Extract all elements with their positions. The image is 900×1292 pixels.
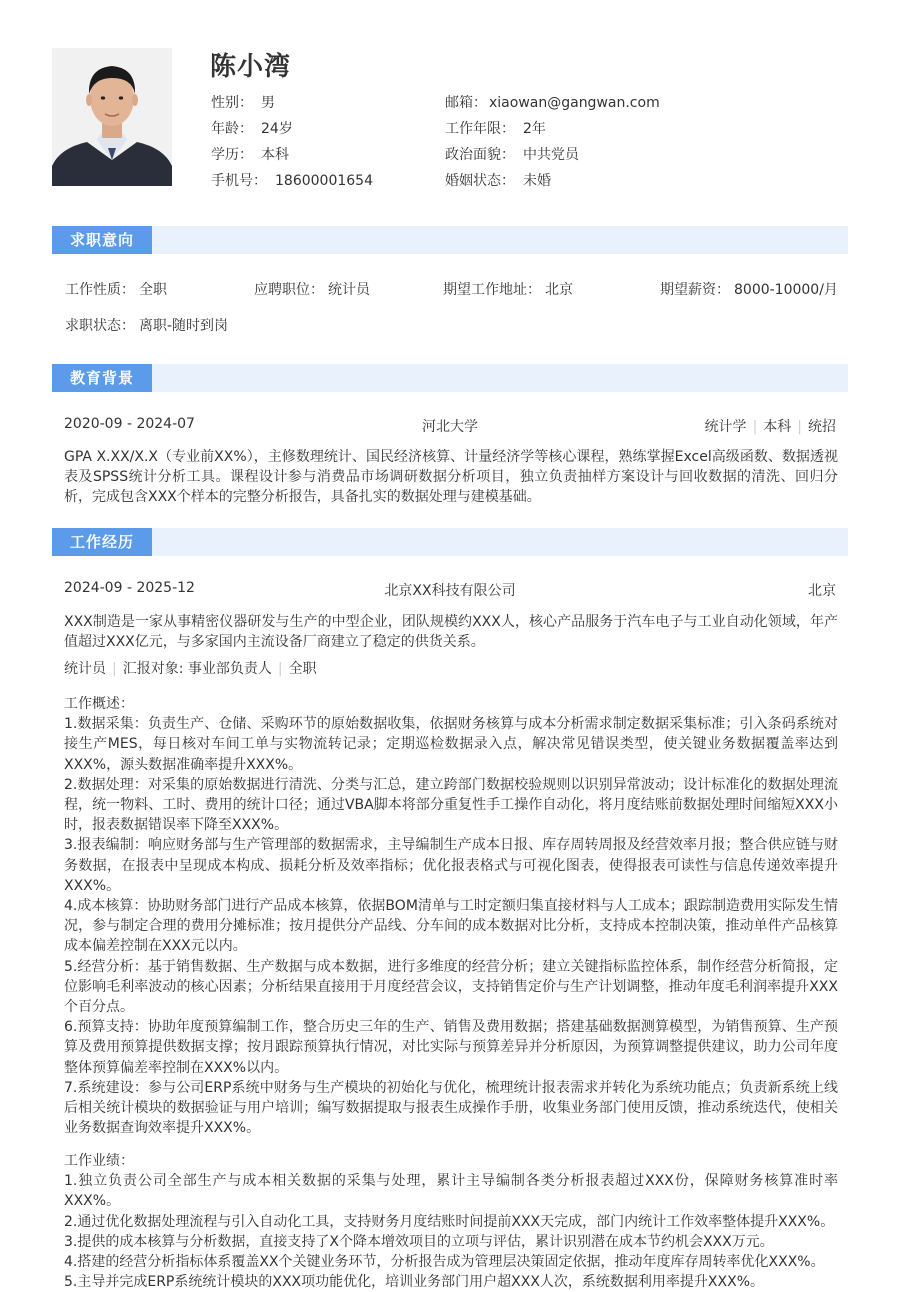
work-company: 北京XX科技有限公司 [384, 583, 516, 599]
basic-info-right [445, 90, 660, 194]
info-label: 婚姻状态： [445, 173, 515, 189]
overview-item: 5.经营分析：基于销售数据、生产数据与成本数据，进行多维度的经营分析；建立关键指标监控体系，制作经营分析简报，定位影响毛利率波动的核心因素；分析结果直接用于月度经营会议，支持销售定价与生产计划调整，推动年度毛利润率提升XXX个百分点。 [64, 958, 838, 1016]
info-value: 24岁 [261, 121, 293, 137]
intent-salary [660, 279, 838, 299]
intent-label: 期望薪资： [660, 282, 730, 298]
info-label: 学历： [211, 147, 253, 163]
info-marital-status [445, 168, 660, 194]
section-title: 教育背景 [52, 364, 152, 392]
intent-value: 北京 [545, 282, 573, 298]
overview-item: 7.系统建设：参与公司ERP系统中财务与生产模块的初始化与优化，梳理统计报表需求并转化为系统功能点；负责新系统上线后相关统计模块的数据验证与用户培训；编写数据提取与报表生成操作手册，收集业务部门使用反馈，推动系统迭代，使相关业务数据查询效率提升XXX%。 [64, 1079, 838, 1137]
education-period: 2020-09 - 2024-07 [64, 416, 195, 432]
company-intro: XXX制造是一家从事精密仪器研发与生产的中型企业，团队规模约XXX人，核心产品服务于汽车电子与工业自动化领域，年产值超过XXX亿元，与多家国内主流设备厂商建立了稳定的供货关系。 [64, 614, 838, 651]
work-city: 北京 [808, 583, 836, 599]
work-job-type: 全职 [288, 661, 317, 677]
info-phone [211, 168, 373, 194]
section-header-education [52, 364, 848, 392]
overview-item: 3.报表编制：响应财务部与生产管理部的数据需求，主导编制生产成本日报、库存周转周报及经营效率月报；整合供应链与财务数据，在报表中呈现成本构成、损耗分析及效率指标；优化报表格式与可视化图表，使得报表可读性与信息传递效率提升XXX%。 [64, 837, 838, 894]
overview-item: 4.成本核算：协助财务部门进行产品成本核算，依据BOM清单与工时定额归集直接材料与人工成本；跟踪制造费用实际发生情况，参与制定合理的费用分摊标准；按月提供分产品线、分车间的成本数据对比分析，支持成本控制决策，推动单件产品核算成本偏差控制在XXX元以内。 [64, 898, 838, 955]
info-value: xiaowan@gangwan.com [489, 95, 660, 111]
intent-value: 统计员 [328, 282, 370, 298]
info-label: 邮箱： [445, 95, 487, 111]
intent-nature [65, 279, 167, 299]
separator: | [797, 419, 802, 435]
overview-item: 6.预算支持：协助年度预算编制工作，整合历史三年的生产、销售及费用数据；搭建基础数据测算模型，为销售预算、生产预算及费用预算提供数据支撑；按月跟踪预算执行情况，对比实际与预算差异并分析原因，为预算调整提供建议，助力公司年度整体预算偏差率控制在XXX%以内。 [64, 1019, 838, 1076]
info-label: 政治面貌： [445, 147, 515, 163]
section-title: 求职意向 [52, 226, 152, 254]
intent-value: 8000-10000/月 [734, 282, 838, 298]
intent-label: 求职状态： [65, 318, 135, 334]
education-description: GPA X.XX/X.X（专业前XX%），主修数理统计、国民经济核算、计量经济学等核心课程，熟练掌握Excel高级函数、数据透视表及SPSS统计分析工具。课程设计参与消费品市场调研数据分析项目，独立负责抽样方案设计与回收数据的清洗、回归分析，完成包含XXX个样本的完整分析报告，具备扎实的数据处理与建模基础。 [64, 449, 838, 506]
achievement-item: 4.搭建的经营分析指标体系覆盖XX个关键业务环节，分析报告成为管理层决策固定依据，推动年度库存周转率优化XXX%。 [64, 1254, 825, 1271]
info-email [445, 90, 660, 116]
work-role: 统计员 [64, 661, 106, 677]
achievements-title: 工作业绩： [64, 1153, 134, 1169]
info-work-years [445, 116, 660, 142]
intent-value: 全职 [139, 282, 167, 298]
info-label: 年龄： [211, 121, 253, 137]
education-major: 统计学 [704, 419, 747, 435]
separator: | [112, 661, 117, 677]
work-report-to: 汇报对象: 事业部负责人 [122, 661, 272, 677]
section-header-intent [52, 226, 848, 254]
info-value: 本科 [261, 147, 289, 163]
overview-item: 2.数据处理：对采集的原始数据进行清洗、分类与汇总，建立跨部门数据校验规则以识别异常波动；设计标准化的数据处理流程，统一物料、工时、费用的统计口径；通过VBA脚本将部分重复性手工操作自动化，将月度结账前数据处理时间缩短XXX小时，报表数据错误率下降至XXX%。 [64, 776, 838, 834]
intent-label: 应聘职位： [254, 282, 324, 298]
info-value: 2年 [523, 121, 546, 137]
section-header-work [52, 528, 848, 556]
intent-location [443, 279, 573, 299]
education-degree: 本科 [763, 419, 792, 435]
overview-title: 工作概述： [64, 696, 134, 712]
intent-label: 工作性质： [65, 282, 135, 298]
profile-photo [52, 48, 172, 186]
intent-position [254, 279, 370, 299]
achievement-item: 3.提供的成本核算与分析数据，直接支持了X个降本增效项目的立项与评估，累计识别潜在成本节约机会XXX万元。 [64, 1233, 774, 1250]
work-period: 2024-09 - 2025-12 [64, 580, 195, 596]
candidate-name: 陈小湾 [210, 52, 292, 82]
work-overview [64, 694, 838, 1138]
separator: | [277, 661, 283, 677]
education-tags [705, 416, 836, 436]
info-value: 18600001654 [275, 173, 373, 189]
info-education [211, 142, 373, 168]
intent-value: 离职-随时到岗 [139, 318, 229, 334]
info-label: 工作年限： [445, 121, 515, 137]
intent-label: 期望工作地址： [443, 282, 541, 298]
info-age [211, 116, 373, 142]
info-value: 中共党员 [523, 147, 579, 163]
work-role-tags [64, 658, 317, 678]
education-type: 统招 [808, 419, 836, 435]
achievement-item: 1.独立负责公司全部生产与成本相关数据的采集与处理，累计主导编制各类分析报表超过XXX份，保障财务核算准时率XXX%。 [64, 1173, 838, 1210]
info-gender [211, 90, 373, 116]
basic-info-left [211, 90, 373, 194]
info-label: 性别： [211, 95, 253, 111]
achievement-item: 2.通过优化数据处理流程与引入自动化工具，支持财务月度结账时间提前XXX天完成，部门内统计工作效率整体提升XXX%。 [64, 1213, 835, 1230]
info-political-status [445, 142, 660, 168]
achievement-item: 5.主导并完成ERP系统统计模块的XXX项功能优化，培训业务部门用户超XXX人次，系统数据利用率提升XXX%。 [64, 1274, 764, 1291]
info-value: 男 [261, 95, 275, 111]
overview-item: 1.数据采集：负责生产、仓储、采购环节的原始数据收集，依据财务核算与成本分析需求制定数据采集标准；引入条码系统对接生产MES，每日核对车间工单与实物流转记录；定期巡检数据录入点，解决常见错误类型，使关键业务数据覆盖率达到XXX%，源头数据准确率提升XXX%。 [64, 716, 838, 773]
separator: | [752, 419, 758, 435]
person-photo-icon [52, 48, 172, 186]
info-value: 未婚 [523, 173, 551, 189]
section-title: 工作经历 [52, 528, 152, 556]
work-achievements [64, 1151, 838, 1292]
education-school: 河北大学 [422, 419, 478, 435]
intent-status [65, 315, 228, 335]
info-label: 手机号： [211, 173, 267, 189]
